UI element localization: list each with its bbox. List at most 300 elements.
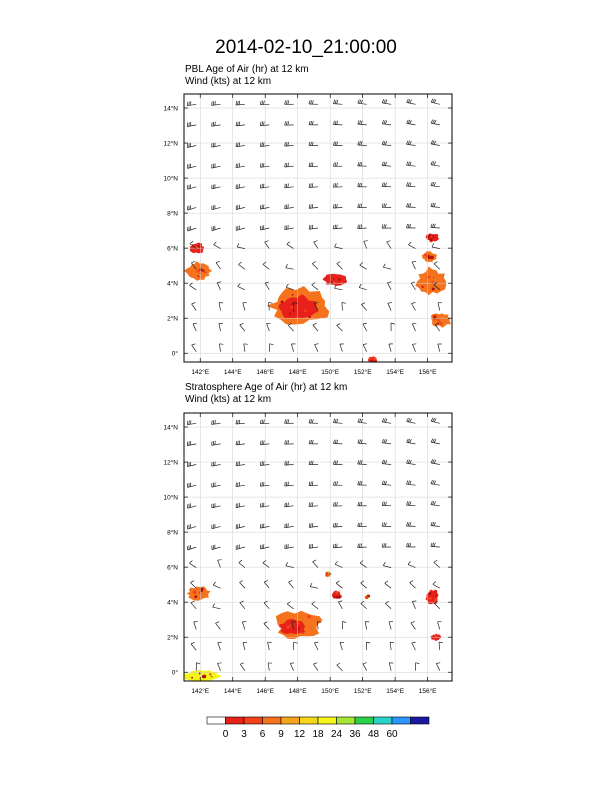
wind-barb: [236, 545, 245, 550]
shaded-speckle: [424, 253, 427, 256]
shaded-speckle: [433, 277, 435, 279]
wind-barb: [412, 642, 416, 650]
wind-barb: [382, 502, 391, 506]
shaded-speckle: [209, 673, 211, 675]
wind-barb: [312, 602, 318, 609]
wind-barb: [285, 503, 294, 507]
colorbar-swatch: [207, 717, 226, 724]
wind-barb: [416, 663, 420, 671]
wind-barb: [340, 344, 344, 352]
shaded-speckle: [365, 596, 368, 599]
wind-barb: [212, 184, 221, 189]
y-tick-label: 6°N: [167, 245, 178, 253]
shaded-speckle: [198, 275, 200, 277]
wind-barb: [391, 323, 395, 331]
wind-barb: [218, 642, 222, 650]
shaded-speckle: [431, 281, 434, 284]
wind-barb: [431, 543, 440, 547]
x-tick-label: 146°E: [256, 688, 275, 695]
wind-barb: [309, 502, 318, 506]
wind-barb: [216, 261, 221, 269]
wind-barb: [363, 344, 367, 352]
wind-barb: [438, 303, 442, 311]
wind-barb: [309, 523, 318, 527]
colorbar-swatch: [226, 717, 245, 724]
wind-barb: [240, 663, 245, 671]
shaded-speckle: [196, 270, 199, 273]
wind-barb: [431, 418, 440, 424]
wind-barb: [358, 141, 367, 145]
wind-barb: [260, 524, 269, 529]
wind-barb: [389, 344, 393, 352]
wind-barb: [407, 481, 416, 486]
wind-barb: [342, 303, 346, 311]
shaded-speckle: [434, 235, 436, 237]
wind-barb: [407, 224, 416, 228]
shaded-speckle: [292, 294, 294, 296]
wind-barb: [333, 225, 342, 229]
colorbar-label: 48: [367, 729, 380, 740]
wind-barb: [187, 462, 196, 467]
wind-barb: [309, 544, 318, 548]
wind-barb: [333, 481, 342, 485]
wind-barb: [383, 562, 391, 568]
y-tick-label: 2°N: [167, 315, 178, 323]
wind-barb: [194, 622, 198, 630]
wind-barb: [236, 163, 245, 168]
y-tick-label: 8°N: [167, 210, 178, 218]
shaded-speckle: [211, 676, 212, 677]
wind-barb: [188, 164, 197, 169]
wind-barb: [407, 120, 416, 125]
wind-barb: [313, 323, 318, 331]
wind-barb: [263, 262, 269, 269]
wind-barb: [310, 583, 318, 588]
wind-barb: [285, 440, 294, 444]
wind-barb: [236, 482, 245, 487]
wind-barb: [361, 581, 367, 589]
wind-barb: [309, 183, 318, 187]
x-tick-label: 144°E: [223, 688, 242, 695]
wind-barb: [260, 101, 269, 105]
wind-barb: [390, 642, 394, 650]
wind-barb: [237, 243, 245, 248]
wind-barb: [243, 303, 247, 311]
shaded-speckle: [434, 598, 437, 601]
wind-barb: [191, 581, 197, 589]
wind-barb: [236, 420, 245, 424]
shaded-speckle: [429, 597, 432, 600]
wind-barb: [358, 100, 367, 105]
wind-barb: [187, 441, 196, 446]
wind-barb: [438, 622, 442, 630]
y-tick-label: 4°N: [167, 599, 178, 607]
wind-barb: [268, 663, 272, 671]
y-tick-label: 0°: [171, 669, 178, 677]
shaded-speckle: [325, 573, 328, 576]
shaded-speckle: [373, 357, 377, 361]
wind-barb: [240, 323, 245, 331]
panel-pbl-shading: [184, 233, 451, 364]
shaded-speckle: [199, 592, 201, 594]
x-tick-label: 148°E: [288, 369, 307, 376]
wind-barb: [236, 205, 245, 210]
wind-barb: [333, 461, 342, 465]
x-tick-label: 146°E: [256, 369, 275, 376]
colorbar-label: 12: [293, 729, 306, 740]
wind-barb: [365, 622, 369, 630]
colorbar-label: 0: [222, 729, 229, 740]
wind-barb: [214, 242, 221, 249]
wind-barb: [260, 420, 269, 424]
shaded-speckle: [429, 234, 431, 236]
shaded-speckle: [338, 278, 341, 281]
wind-barb: [285, 461, 294, 465]
wind-barb: [260, 482, 269, 486]
wind-barb: [191, 642, 196, 650]
wind-barb: [433, 581, 440, 588]
wind-barb: [212, 420, 221, 424]
wind-barb: [382, 183, 391, 187]
wind-barb: [187, 226, 196, 231]
colorbar-label: 18: [312, 729, 324, 740]
wind-barb: [212, 122, 221, 127]
wind-barb: [412, 261, 416, 269]
wind-barb: [438, 344, 442, 352]
wind-barb: [263, 560, 269, 567]
wind-barb: [309, 163, 318, 167]
wind-barb: [285, 100, 294, 104]
wind-barb: [358, 225, 367, 229]
x-tick-label: 154°E: [386, 688, 405, 695]
wind-barb: [358, 460, 367, 464]
wind-barb: [382, 523, 391, 527]
y-tick-label: 10°N: [163, 175, 178, 183]
colorbar-swatch: [318, 717, 337, 724]
shaded-region: [186, 586, 210, 600]
wind-barb: [219, 344, 223, 352]
wind-barb: [260, 121, 269, 125]
wind-barb: [218, 663, 222, 671]
y-tick-label: 12°N: [163, 140, 178, 148]
wind-barb: [431, 203, 440, 208]
wind-barb: [407, 203, 416, 207]
colorbar-swatch: [300, 717, 319, 724]
wind-barb: [260, 440, 269, 444]
shaded-speckle: [199, 672, 201, 674]
wind-barb: [407, 439, 416, 444]
wind-barb: [187, 205, 196, 210]
wind-barb: [309, 225, 318, 229]
wind-barb: [313, 560, 319, 568]
shaded-speckle: [204, 272, 205, 273]
x-tick-label: 156°E: [418, 369, 437, 376]
wind-barb: [260, 205, 269, 210]
shaded-speckle: [433, 316, 436, 319]
wind-barb: [431, 480, 440, 485]
wind-barb: [291, 344, 295, 352]
wind-barb: [187, 545, 196, 550]
shaded-speckle: [304, 309, 307, 312]
wind-barb: [285, 482, 294, 486]
wind-barb: [412, 323, 416, 331]
wind-barb: [309, 100, 318, 104]
wind-barb: [336, 581, 342, 588]
wind-barb: [439, 642, 443, 650]
wind-barb: [364, 241, 368, 249]
wind-barb: [236, 122, 245, 126]
wind-barb: [358, 162, 367, 166]
shaded-speckle: [432, 288, 435, 291]
x-tick-label: 152°E: [353, 688, 372, 695]
wind-barb: [243, 642, 247, 650]
wind-barb: [269, 344, 273, 352]
y-tick-label: 2°N: [167, 634, 178, 642]
wind-barb: [410, 581, 416, 589]
wind-barb: [358, 502, 367, 506]
wind-barb: [313, 663, 318, 671]
x-tick-label: 152°E: [353, 369, 372, 376]
x-tick-label: 154°E: [386, 369, 405, 376]
wind-barb: [261, 225, 270, 230]
wind-barb: [360, 262, 367, 269]
wind-barb: [261, 544, 270, 549]
wind-barb: [309, 461, 318, 465]
shaded-speckle: [334, 596, 336, 598]
wind-barb: [285, 419, 294, 423]
wind-barb: [236, 101, 245, 105]
wind-barb: [407, 162, 416, 167]
colorbar-label: 24: [330, 729, 343, 740]
wind-barb: [189, 561, 196, 568]
wind-barb: [187, 420, 196, 424]
wind-barb: [407, 522, 416, 526]
wind-barb: [363, 323, 367, 331]
wind-barb: [431, 120, 440, 125]
wind-barb: [360, 561, 367, 568]
wind-barb: [260, 503, 269, 508]
wind-barb: [285, 204, 294, 209]
wind-barb: [213, 604, 221, 609]
wind-barb: [382, 481, 391, 485]
wind-barb: [268, 642, 272, 650]
wind-barb: [412, 303, 416, 311]
y-tick-label: 14°N: [163, 105, 178, 113]
wind-barb: [333, 523, 342, 527]
x-tick-label: 150°E: [321, 369, 340, 376]
wind-barb: [358, 523, 367, 527]
wind-barb: [358, 419, 367, 424]
wind-barb: [333, 440, 342, 444]
wind-barb: [434, 560, 440, 568]
wind-barb: [383, 264, 391, 269]
wind-barb: [333, 544, 342, 548]
panel-pbl-title: PBL Age of Air (hr) at 12 km: [185, 64, 309, 75]
wind-barb: [312, 283, 318, 290]
wind-barb: [411, 622, 416, 630]
colorbar-swatch: [337, 717, 356, 724]
wind-barb: [286, 562, 294, 567]
colorbar-swatch: [263, 717, 282, 724]
wind-barb: [337, 323, 343, 331]
wind-barb: [431, 439, 440, 444]
shaded-speckle: [201, 590, 203, 592]
wind-barb: [236, 524, 245, 529]
shaded-speckle: [430, 256, 434, 260]
wind-barb: [361, 303, 366, 311]
wind-barb: [187, 101, 196, 105]
wind-barb: [382, 439, 391, 444]
wind-barb: [434, 262, 440, 270]
shaded-speckle: [298, 628, 301, 631]
wind-barb: [358, 120, 367, 125]
x-tick-label: 148°E: [288, 688, 307, 695]
wind-barb: [333, 204, 342, 208]
wind-barb: [285, 142, 294, 146]
shaded-speckle: [335, 592, 338, 595]
wind-barb: [382, 120, 391, 125]
wind-barb: [337, 663, 343, 671]
wind-barb: [382, 418, 391, 423]
wind-barb: [264, 622, 269, 630]
shaded-speckle: [333, 278, 335, 280]
wind-barb: [236, 441, 245, 445]
x-tick-label: 156°E: [418, 688, 437, 695]
wind-barb: [287, 242, 294, 249]
wind-barb: [431, 224, 440, 228]
panel-strat: [163, 382, 452, 695]
wind-barb: [216, 622, 221, 630]
colorbar-label: 3: [241, 729, 247, 740]
shaded-speckle: [430, 238, 433, 241]
wind-barb: [358, 183, 367, 187]
wind-barb: [340, 642, 344, 650]
wind-barb: [382, 204, 391, 208]
wind-barb: [260, 163, 269, 167]
wind-barb: [431, 522, 440, 527]
wind-barb: [212, 482, 221, 487]
x-tick-label: 150°E: [321, 688, 340, 695]
wind-barb: [333, 121, 342, 125]
wind-barb: [260, 184, 269, 189]
wind-barb: [333, 142, 342, 146]
wind-barb: [236, 226, 245, 231]
wind-barb: [388, 303, 392, 311]
wind-barb: [333, 100, 342, 105]
wind-barb: [212, 524, 221, 529]
wind-barb: [389, 663, 393, 671]
wind-barb: [285, 121, 294, 125]
x-tick-label: 142°E: [191, 369, 210, 376]
shaded-speckle: [329, 573, 332, 576]
colorbar-label: 36: [349, 729, 361, 740]
colorbar-swatch: [411, 717, 430, 724]
wind-barb: [212, 545, 221, 550]
wind-barb: [286, 264, 294, 269]
wind-barb: [212, 205, 221, 210]
wind-barb: [431, 99, 440, 105]
shaded-speckle: [194, 595, 197, 598]
wind-barb: [389, 622, 393, 630]
wind-barb: [382, 543, 391, 547]
wind-barb: [363, 663, 367, 671]
wind-barb: [285, 523, 294, 528]
shaded-speckle: [289, 302, 290, 303]
wind-barb: [333, 502, 342, 506]
shaded-speckle: [338, 592, 339, 593]
wind-barb: [188, 483, 197, 488]
colorbar-swatch: [374, 717, 393, 724]
wind-barb: [213, 582, 220, 588]
wind-barb: [382, 162, 391, 166]
wind-barb: [285, 184, 294, 188]
colorbar-swatch: [355, 717, 374, 724]
wind-barb: [309, 482, 318, 486]
shaded-speckle: [435, 595, 437, 597]
shaded-speckle: [193, 591, 196, 594]
wind-barb: [285, 163, 294, 167]
wind-barb: [337, 262, 343, 270]
wind-barb: [187, 524, 196, 529]
wind-barb: [288, 323, 293, 331]
panel-pbl-subtitle: Wind (kts) at 12 km: [185, 76, 272, 87]
colorbar-label: 9: [278, 729, 284, 740]
wind-barb: [358, 204, 367, 208]
panel-pbl-ticks: [163, 94, 452, 376]
shaded-speckle: [341, 282, 344, 285]
shaded-speckle: [203, 675, 207, 679]
wind-barb: [239, 262, 245, 269]
wind-barb: [193, 323, 197, 331]
wind-barb: [212, 503, 221, 508]
wind-barb: [333, 162, 342, 166]
y-tick-label: 4°N: [167, 280, 178, 288]
wind-barb: [407, 99, 416, 104]
shaded-speckle: [199, 268, 202, 271]
shaded-region: [415, 267, 446, 296]
shaded-speckle: [422, 286, 424, 288]
colorbar-swatch: [281, 717, 300, 724]
shaded-speckle: [289, 625, 291, 627]
wind-barb: [335, 561, 342, 567]
shaded-speckle: [369, 357, 372, 360]
shaded-speckle: [438, 320, 440, 322]
wind-barb: [385, 581, 391, 588]
y-tick-label: 8°N: [167, 529, 178, 537]
wind-barb: [212, 441, 221, 446]
colorbar-label: 60: [386, 729, 398, 740]
y-tick-label: 0°: [171, 350, 178, 358]
wind-barb: [314, 241, 318, 249]
wind-barb: [294, 642, 298, 650]
wind-barb: [432, 243, 440, 248]
wind-barb: [335, 243, 343, 248]
wind-barb: [436, 663, 440, 671]
wind-barb: [285, 544, 294, 549]
wind-barb: [244, 344, 248, 352]
wind-barb: [358, 481, 367, 485]
wind-barb: [188, 503, 197, 508]
wind-barb: [314, 642, 318, 650]
wind-barb: [382, 99, 391, 104]
y-tick-label: 12°N: [163, 459, 178, 467]
wind-barb: [407, 418, 416, 423]
wind-barb: [309, 419, 318, 423]
shaded-speckle: [295, 629, 296, 630]
shaded-speckle: [340, 277, 341, 278]
wind-barb: [387, 241, 391, 249]
wind-barb: [188, 184, 197, 189]
